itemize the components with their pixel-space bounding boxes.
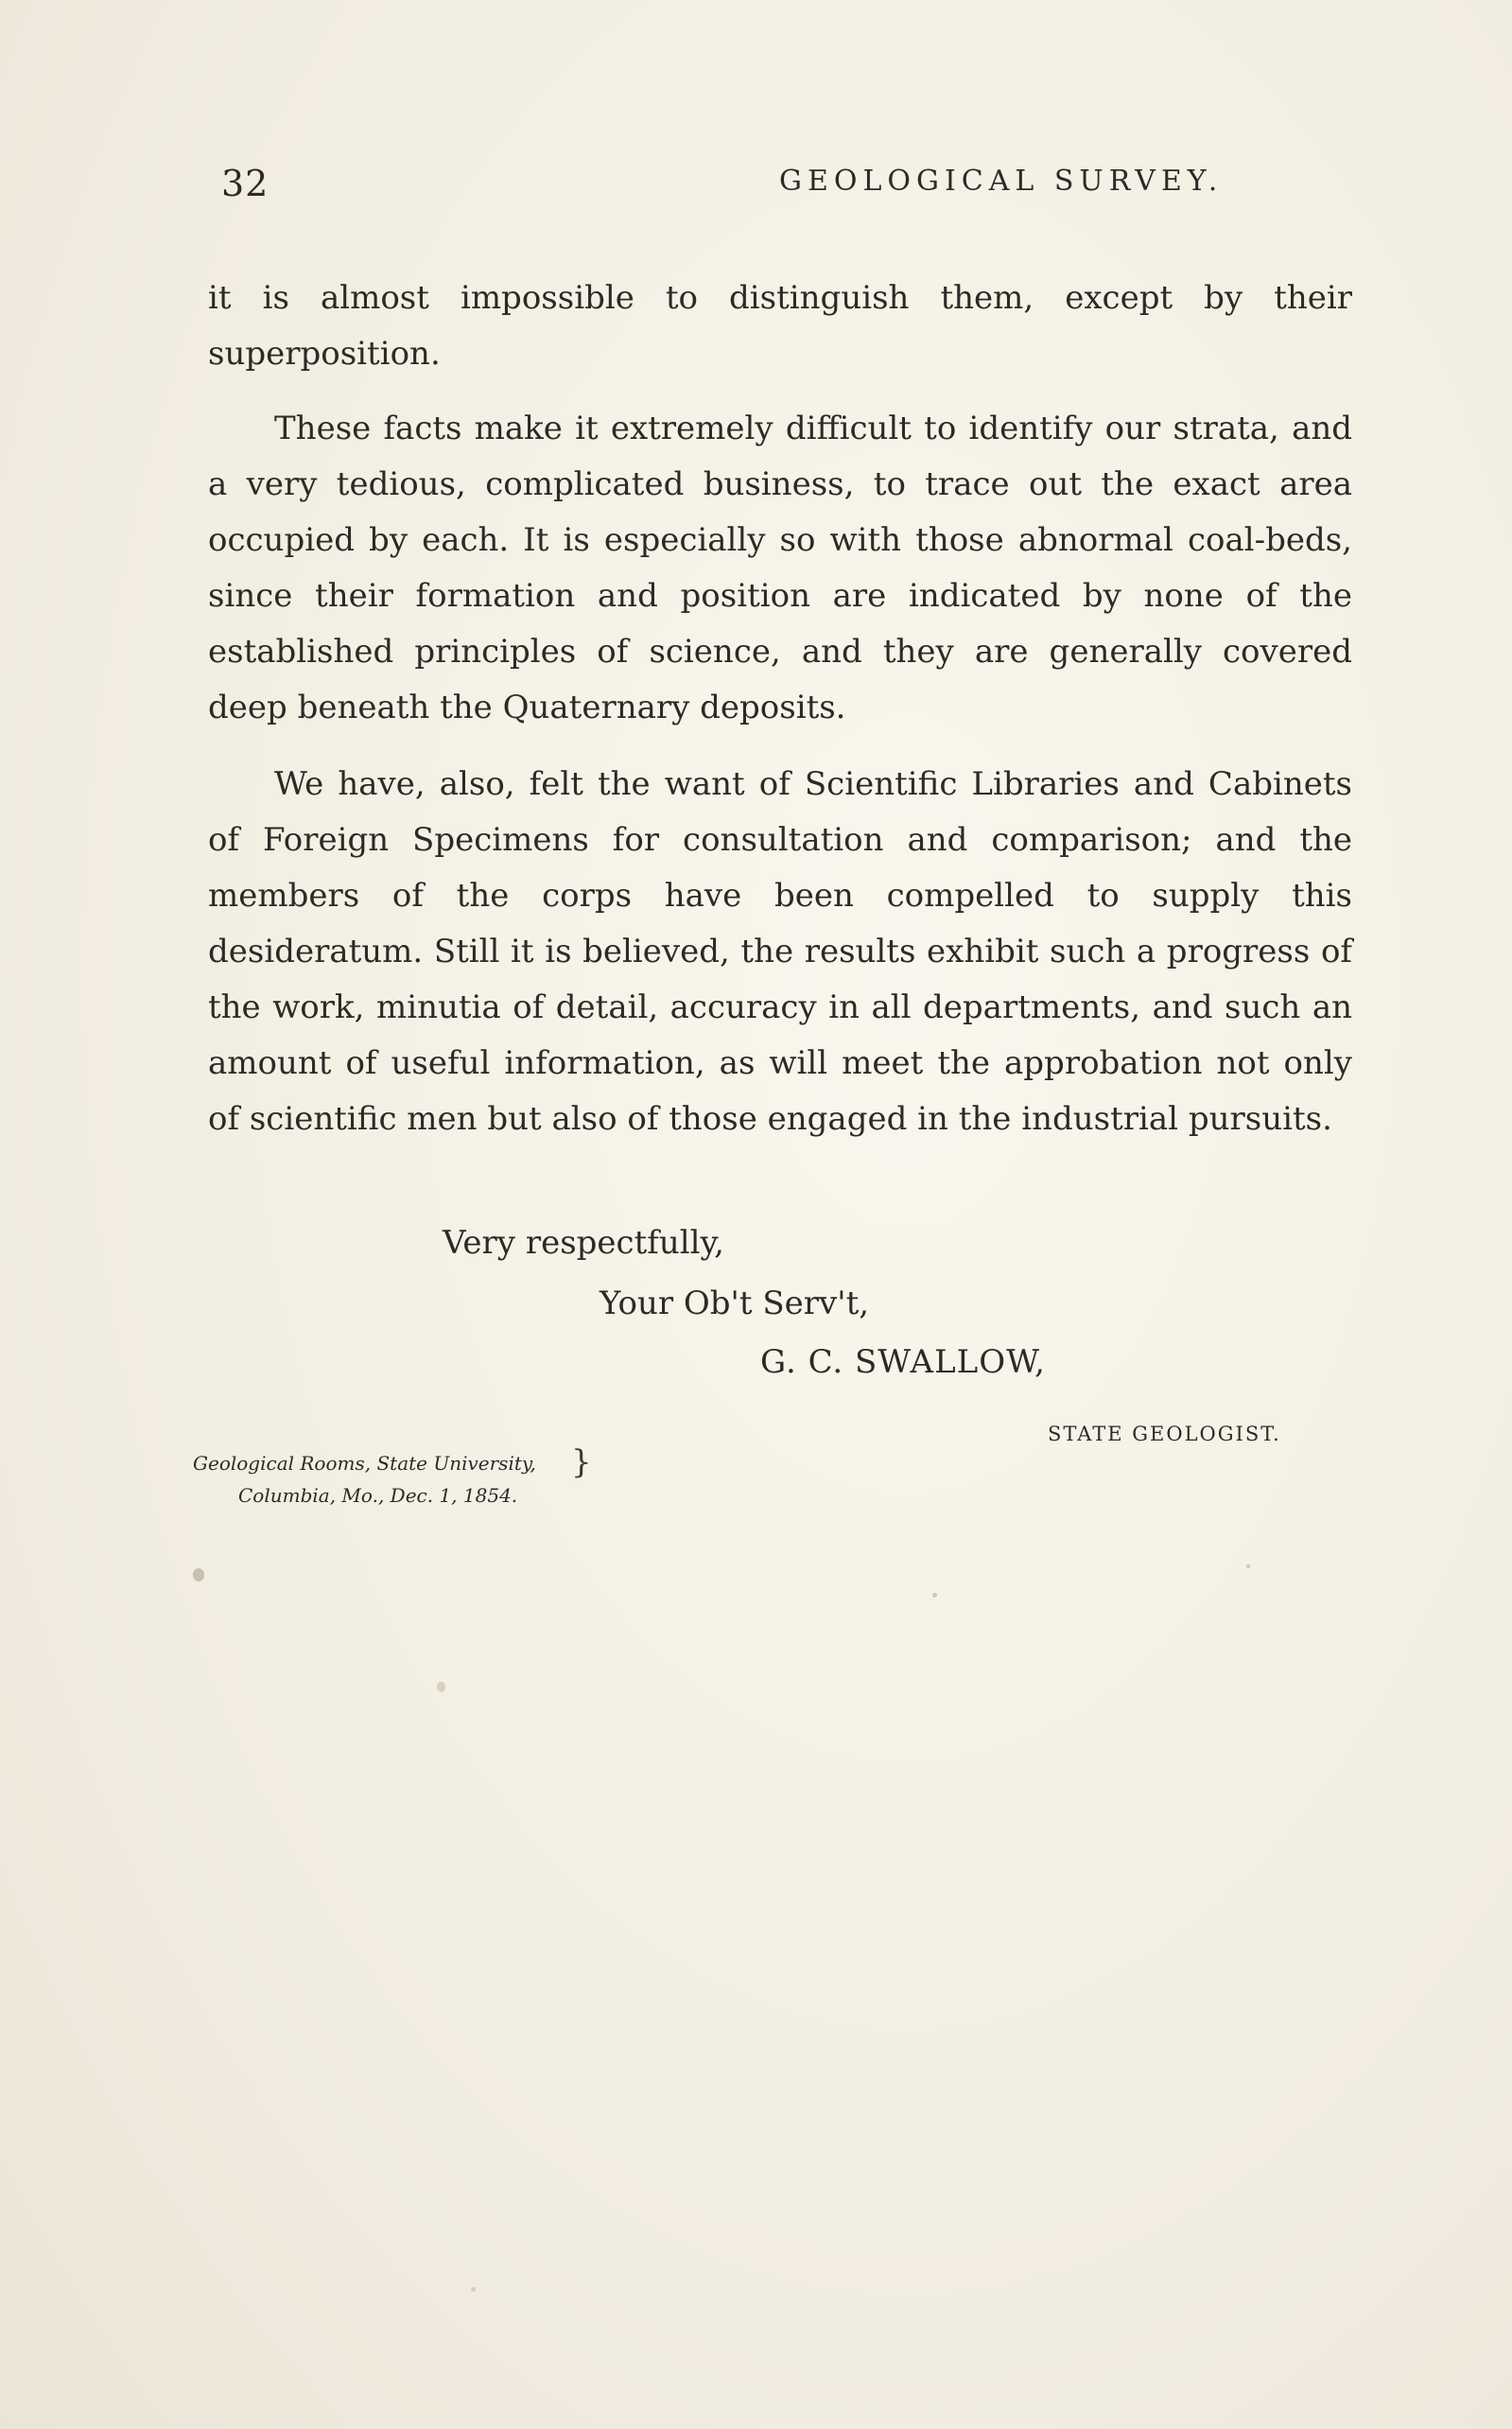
body-text	[208, 271, 1352, 1147]
paper-speck	[1246, 1564, 1250, 1568]
page-header	[221, 163, 1290, 219]
paper-speck	[437, 1682, 445, 1692]
paper-speck	[932, 1593, 937, 1598]
paper-speck	[471, 2287, 476, 2292]
page-number: 32	[221, 163, 269, 204]
dateline	[193, 1447, 536, 1512]
running-title: GEOLOGICAL SURVEY.	[779, 165, 1224, 198]
dateline-place: Geological Rooms, State University,	[193, 1452, 536, 1475]
signature: G. C. SWALLOW,	[760, 1343, 1046, 1381]
paragraph-continuation: it is almost impossible to distinguish them, except by their superposition.	[208, 279, 1352, 373]
paragraph-strata: These facts make it extremely difficult to identify our strata, and a very tedious, complicated business, to trace out the exact area occupied by each. It is especially so with those abnormal coal-beds, since their formation and position are indicated by none of the established principles of science, and they are generally covered deep beneath the Quaternary deposits.	[208, 410, 1352, 726]
signature-title: STATE GEOLOGIST.	[1048, 1423, 1281, 1445]
dateline-brace: }	[571, 1443, 592, 1481]
closing-servant: Your Ob't Serv't,	[600, 1284, 870, 1322]
dateline-date: Columbia, Mo., Dec. 1, 1854.	[238, 1484, 518, 1507]
closing-salutation: Very respectfully,	[443, 1224, 724, 1262]
paper-speck	[193, 1568, 204, 1581]
paragraph-libraries: We have, also, felt the want of Scientific Libraries and Cabinets of Foreign Specimens for consultation and comparison; and the members of the corps have been compelled to supply this desideratum. Still it is believed, the results exhibit such a progress of the work, minutia of detail, accuracy in all departments, and such an amount of useful information, as will meet the approbation not only of scientific men but also of those engaged in the industrial pursuits.	[208, 765, 1352, 1138]
